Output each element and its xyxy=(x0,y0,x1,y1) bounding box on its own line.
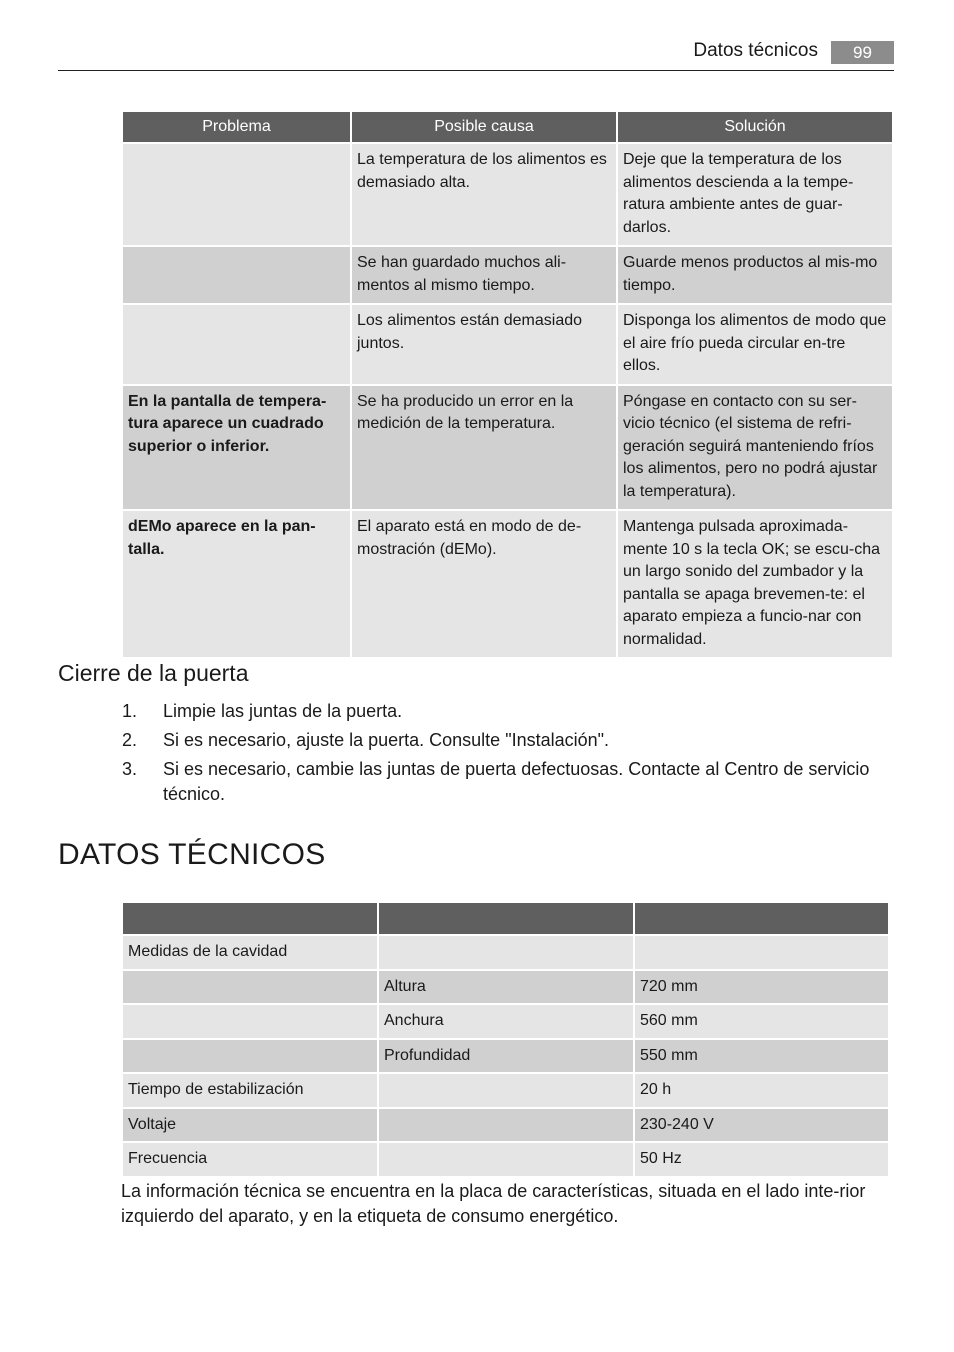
problem-cell xyxy=(123,247,350,303)
spec-subname-cell xyxy=(379,1074,633,1107)
list-item xyxy=(58,728,894,753)
spec-value-cell: 560 mm xyxy=(635,1005,888,1038)
table-row xyxy=(123,386,892,510)
column-header-problem: Problema xyxy=(123,112,350,142)
spec-name-cell xyxy=(123,1005,377,1038)
table-header-row xyxy=(123,112,892,142)
column-header-solution: Solución xyxy=(618,112,892,142)
solution-cell: Guarde menos productos al mis-mo tiempo. xyxy=(618,247,892,303)
cause-cell: La temperatura de los alimentos es demasiado alta. xyxy=(352,144,616,245)
spec-name-cell xyxy=(123,971,377,1004)
problem-cell: dEMo aparece en la pan-talla. xyxy=(123,511,350,657)
spec-name-cell: Frecuencia xyxy=(123,1143,377,1176)
spec-name-cell: Voltaje xyxy=(123,1109,377,1142)
troubleshooting-table xyxy=(121,110,894,659)
step-number: 2. xyxy=(122,730,138,750)
table-row xyxy=(123,936,888,969)
list-item xyxy=(58,757,894,807)
table-row xyxy=(123,144,892,245)
step-text: Si es necesario, ajuste la puerta. Consulte "Instalación". xyxy=(163,730,610,750)
tech-info-note: La información técnica se encuentra en la placa de características, situada en el lado inte-rior izquierdo del aparato, y en la etiqueta de consumo energético. xyxy=(121,1181,866,1226)
spec-subname-cell: Profundidad xyxy=(379,1040,633,1073)
table-header-row xyxy=(123,903,888,934)
table-row xyxy=(123,1143,888,1176)
section-heading-door: Cierre de la puerta xyxy=(58,660,249,686)
spec-subname-cell: Anchura xyxy=(379,1005,633,1038)
step-number: 3. xyxy=(122,759,138,779)
spec-value-cell: 20 h xyxy=(635,1074,888,1107)
cause-cell: Los alimentos están demasiado juntos. xyxy=(352,305,616,384)
table-row xyxy=(123,305,892,384)
cause-cell: Se ha producido un error en la medición de la temperatura. xyxy=(352,386,616,510)
running-header-title: Datos técnicos xyxy=(693,40,818,61)
table-row xyxy=(123,971,888,1004)
door-steps-list xyxy=(58,699,894,811)
step-text: Limpie las juntas de la puerta. xyxy=(163,701,403,721)
spec-name-cell xyxy=(123,1040,377,1073)
table-row xyxy=(123,1109,888,1142)
solution-cell: Deje que la temperatura de los alimentos descienda a la tempe-ratura ambiente antes de guar-darlos. xyxy=(618,144,892,245)
problem-cell: En la pantalla de tempera-tura aparece un cuadrado superior o inferior. xyxy=(123,386,350,510)
spec-value-cell: 50 Hz xyxy=(635,1143,888,1176)
page-number: 99 xyxy=(831,41,894,64)
spec-subname-cell xyxy=(379,1143,633,1176)
spec-value-cell xyxy=(635,936,888,969)
spec-value-cell: 550 mm xyxy=(635,1040,888,1073)
solution-cell: Mantenga pulsada aproximada-mente 10 s la tecla OK; se escu-cha un largo sonido del zumbador y la pantalla se apaga brevemen-te: el aparato empieza a funcio-nar con normalidad. xyxy=(618,511,892,657)
spec-value-cell: 720 mm xyxy=(635,971,888,1004)
header-rule xyxy=(58,70,894,71)
main-heading-tech: DATOS TÉCNICOS xyxy=(58,838,326,871)
problem-cell xyxy=(123,305,350,384)
step-text: Si es necesario, cambie las juntas de puerta defectuosas. Contacte al Centro de servicio técnico. xyxy=(163,759,870,804)
table-row xyxy=(123,1074,888,1107)
table-row xyxy=(123,247,892,303)
column-header-cause: Posible causa xyxy=(352,112,616,142)
solution-cell: Póngase en contacto con su ser-vicio técnico (el sistema de refri-geración seguirá manteniendo fríos los alimentos, pero no podrá ajustar la temperatura). xyxy=(618,386,892,510)
spec-name-cell: Tiempo de estabilización xyxy=(123,1074,377,1107)
table-row xyxy=(123,1005,888,1038)
spec-subname-cell xyxy=(379,1109,633,1142)
problem-cell xyxy=(123,144,350,245)
spec-subname-cell xyxy=(379,936,633,969)
cause-cell: El aparato está en modo de de-mostración (dEMo). xyxy=(352,511,616,657)
table-row xyxy=(123,1040,888,1073)
cause-cell: Se han guardado muchos ali-mentos al mismo tiempo. xyxy=(352,247,616,303)
solution-cell: Disponga los alimentos de modo que el aire frío pueda circular en-tre ellos. xyxy=(618,305,892,384)
table-row xyxy=(123,511,892,657)
column-header-empty xyxy=(123,903,377,934)
step-number: 1. xyxy=(122,701,138,721)
column-header-empty xyxy=(635,903,888,934)
spec-name-cell: Medidas de la cavidad xyxy=(123,936,377,969)
tech-specs-table xyxy=(121,901,890,1178)
list-item xyxy=(58,699,894,724)
spec-subname-cell: Altura xyxy=(379,971,633,1004)
column-header-empty xyxy=(379,903,633,934)
spec-value-cell: 230-240 V xyxy=(635,1109,888,1142)
